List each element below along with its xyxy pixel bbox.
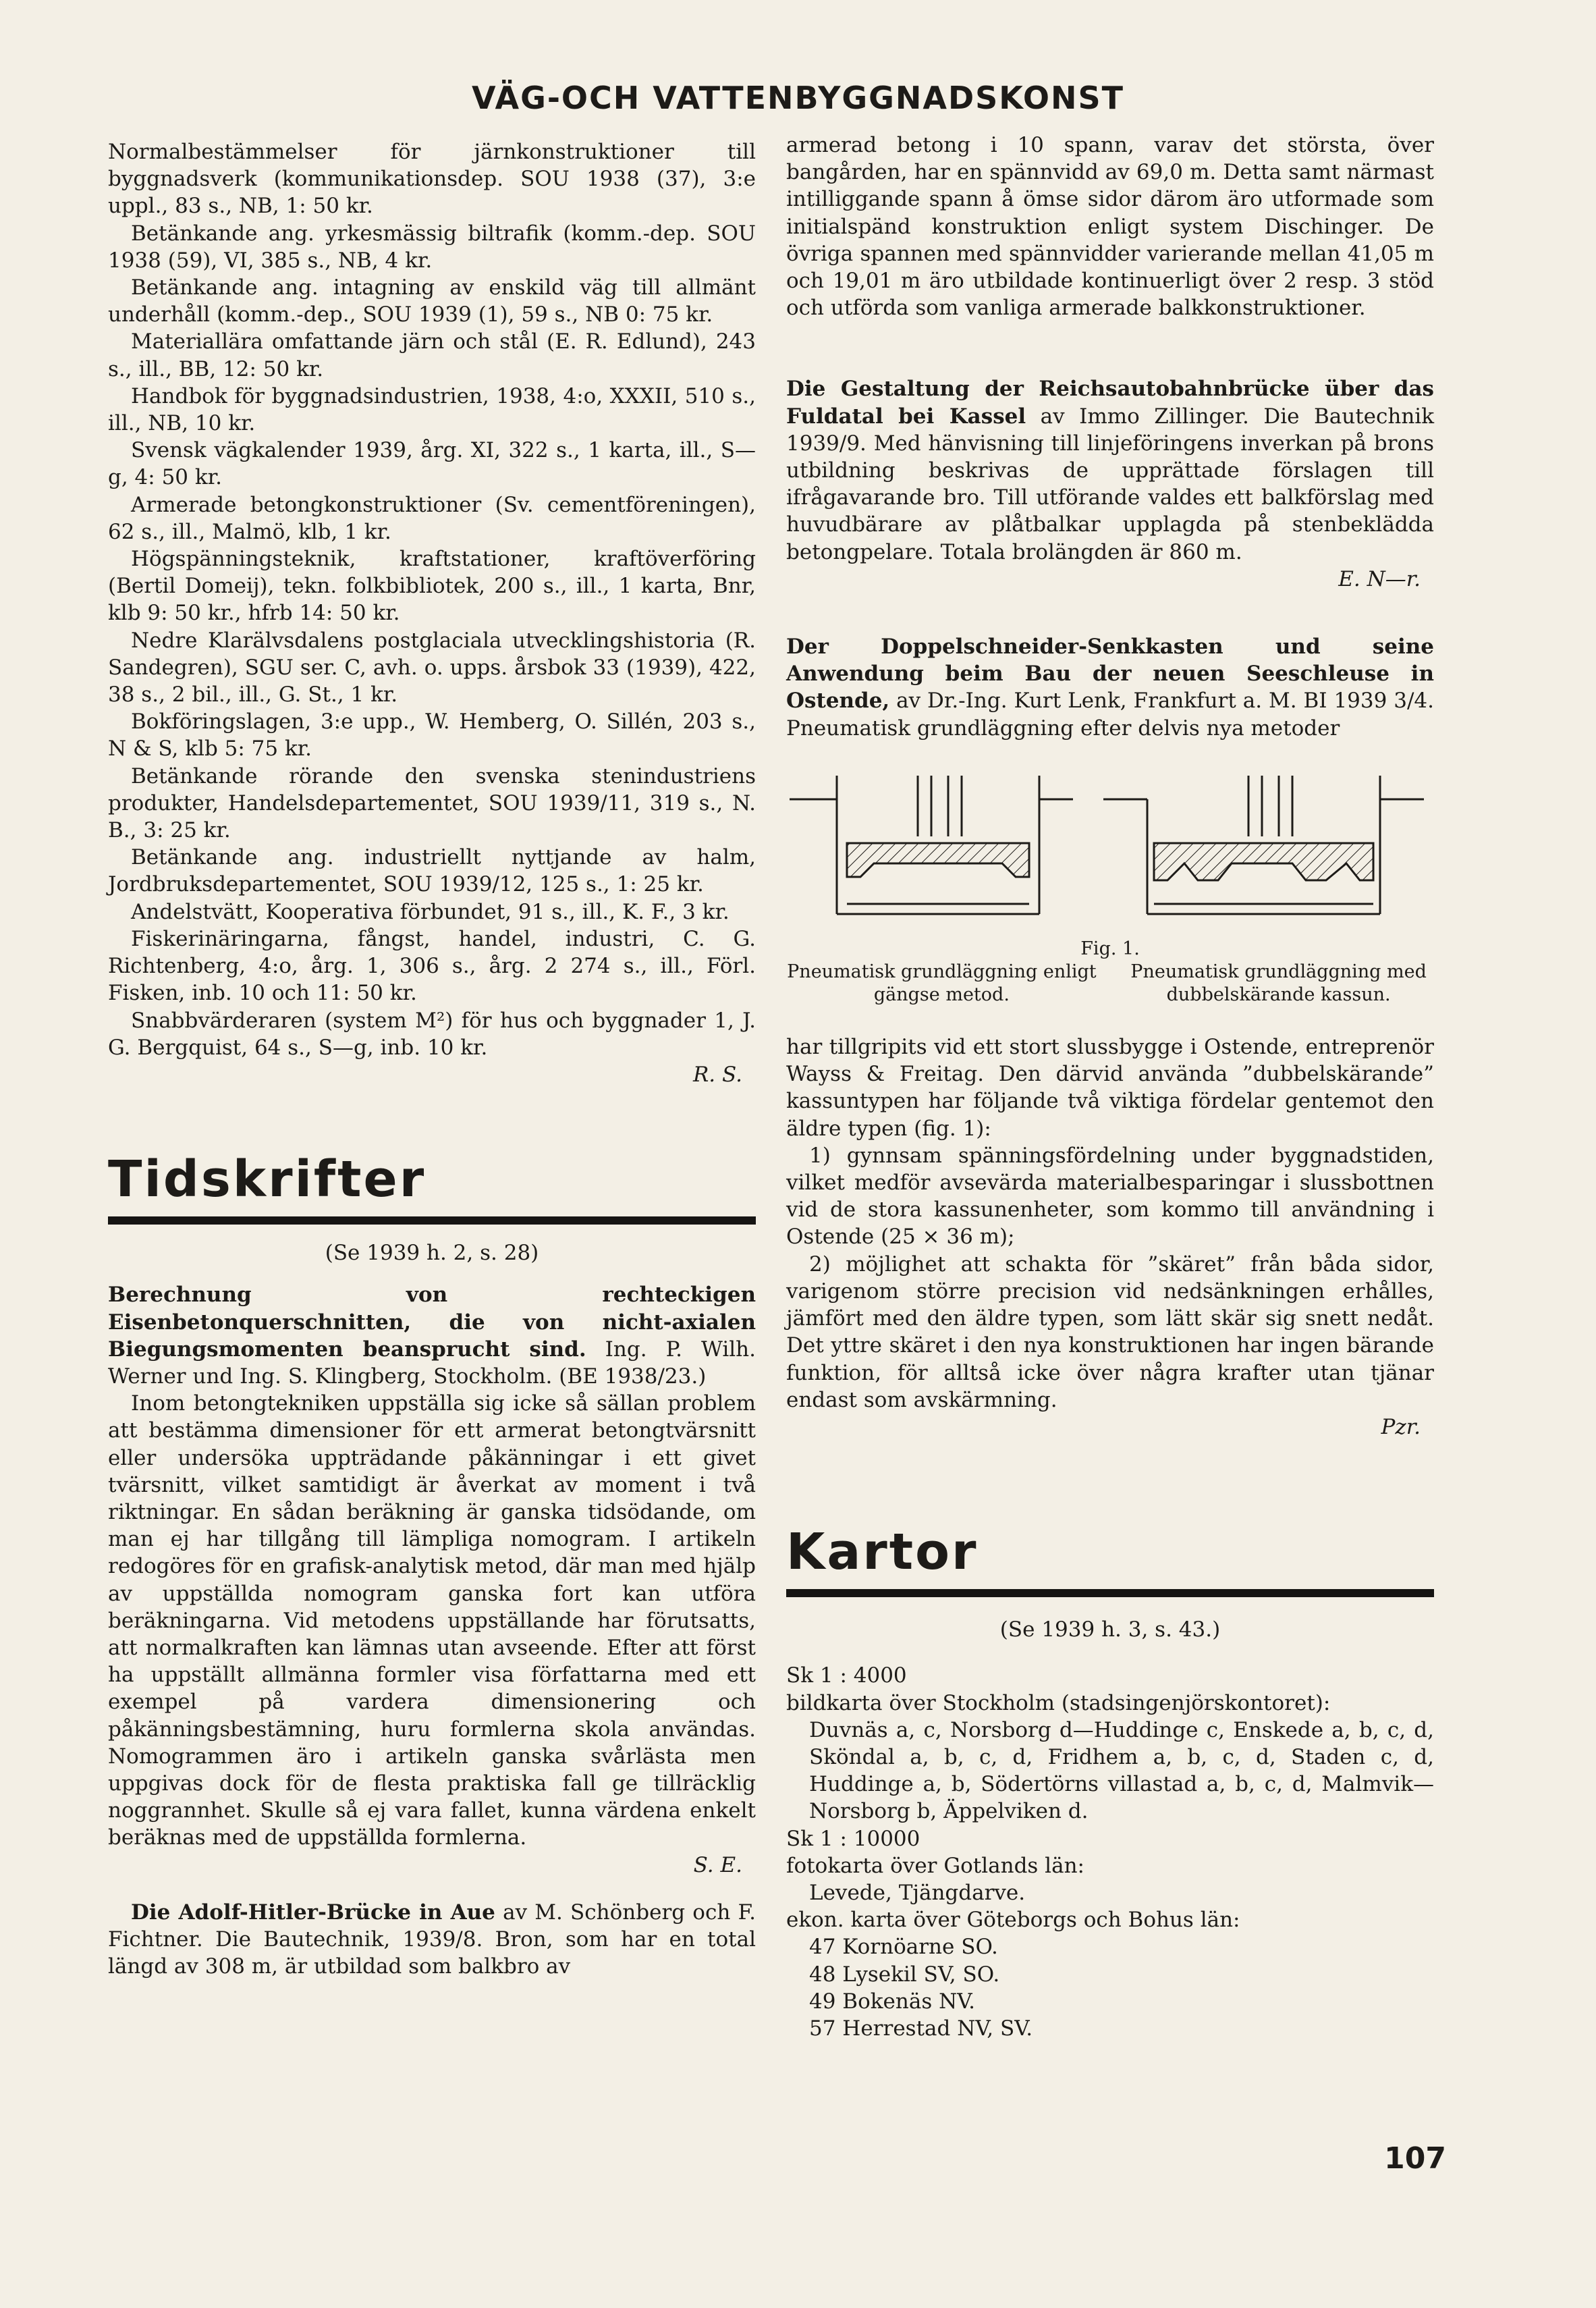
page-number: 107 [1384,2141,1446,2176]
article-title: Die Gestaltung der Reichsautobahnbrücke über das Fuldatal bei Kassel [786,377,1434,429]
article-body: 2) möjlighet att schakta för ”skäret” från båda sidor, varigenom större precision vid nedsänkningen erhålles, jämfört med den äldre typen, som lätt skär sig snett nedåt. Det yttre skäret i den nya konstruktionen har ingen bärande funktion, för alltså icke över några krafter utan tjänar endast som avskärmning. [786,1252,1434,1412]
figure-label: Fig. 1. [1080,938,1140,960]
figure-caption-right: Pneumatisk grundläggning med dubbelskärande kassun. [1130,961,1427,1006]
caisson-right [1103,776,1424,914]
list-item: Betänkande ang. intagning av enskild väg till allmänt underhåll (komm.-dep., SOU 1939 (1), 59 s., NB 0: 75 kr. [108,275,756,327]
section-heading-kartor: Kartor [786,1523,979,1582]
list-item: Sk 1 : 4000 [786,1663,907,1688]
right-column [786,132,1434,2042]
list-item: Nedre Klarälvsdalens postglaciala utvecklingshistoria (R. Sandegren), SGU ser. C, avh. o. upps. årsbok 33 (1939), 422, 38 s., 2 bil., ill., G. St., 1 kr. [108,628,756,707]
list-item: ekon. karta över Göteborgs och Bohus län: [786,1908,1240,1933]
list-item: Bokföringslagen, 3:e upp., W. Hemberg, O. Sillén, 203 s., N & S, klb 5: 75 kr. [108,709,756,761]
article-body: 1) gynnsam spänningsfördelning under byggnadstiden, vilket medför avsevärda materialbesparingar i slussbottnen vid de stora kassunenheter, som kommo till användning i Ostende (25 × 36 m); [786,1143,1434,1250]
article-authors: av M. Schönberg och F. Fichtner. Die Bautechnik, 1939/8. Bron, som har en total längd av 308 m, är utbildad som balkbro av [108,1900,756,1979]
list-item: Materiallära omfattande järn och stål (E. R. Edlund), 243 s., ill., BB, 12: 50 kr. [108,329,756,381]
signature: R. S. [692,1062,742,1087]
list-item: Betänkande ang. yrkesmässig biltrafik (komm.-dep. SOU 1938 (59), VI, 385 s., NB, 4 kr. [108,221,756,273]
section-rule [108,1216,756,1225]
list-item: Levede, Tjängdarve. [809,1880,1026,1905]
caisson-left [790,776,1073,914]
article-continuation: armerad betong i 10 spann, varav det största, över bangården, har en spännvidd av 69,0 m. Detta samt närmast intilliggande spann å ömse sidor därom äro utformade som initialspänd konstruktion enligt system Dischinger. De övriga spannen med spännvidder varierande mellan 41,05 m och 19,01 m äro utbildade kontinuerligt över 2 resp. 3 stöd och utförda som vanliga armerade balkkonstruktioner. [786,133,1434,321]
list-item: Högspänningsteknik, kraftstationer, kraftöverföring (Bertil Domeij), tekn. folkbibliotek, 200 s., ill., 1 karta, Bnr, klb 9: 50 kr., hfrb 14: 50 kr. [108,547,756,626]
list-item: 49 Bokenäs NV. [809,1989,976,2014]
list-item: Betänkande rörande den svenska stenindustriens produkter, Handelsdepartementet, SOU 1939/11, 319 s., N. B., 3: 25 kr. [108,763,756,843]
article-title: Die Adolf-Hitler-Brücke in Aue [131,1900,495,1925]
list-item: 47 Kornöarne SO. [809,1935,998,1960]
list-item: bildkarta över Stockholm (stadsingenjörskontoret): [786,1690,1331,1715]
list-item: Sk 1 : 10000 [786,1826,920,1851]
running-header: VÄG-OCH VATTENBYGGNADSKONST [471,80,1124,116]
section-reference: (Se 1939 h. 2, s. 28) [325,1241,539,1266]
article-entry [108,1281,756,1390]
article-entry [786,633,1434,742]
article-authors: av Dr.-Ing. Kurt Lenk, Frankfurt a. M. BI 1939 3/4. Pneumatisk grundläggning efter delvis nya metoder [786,689,1434,741]
publication-list [108,138,756,1088]
map-list [786,1662,1434,2042]
signature: E. N—r. [1338,566,1421,591]
list-item: Handbok för byggnadsindustrien, 1938, 4:o, XXXII, 510 s., ill., NB, 10 kr. [108,383,756,436]
list-item: Svensk vägkalender 1939, årg. XI, 322 s., 1 karta, ill., S—g, 4: 50 kr. [108,438,756,490]
article-title: Berechnung von rechteckigen Eisenbetonquerschnitten, die von nicht-axialen Biegungsmomenten beansprucht sind. [108,1283,756,1362]
list-item: Normalbestämmelser för järnkonstruktioner till byggnadsverk (kommunikationsdep. SOU 1938 (37), 3:e uppl., 83 s., NB, 1: 50 kr. [108,140,756,219]
list-item: fotokarta över Gotlands län: [786,1853,1084,1878]
list-item: Andelstvätt, Kooperativa förbundet, 91 s., ill., K. F., 3 kr. [131,899,730,924]
caisson-diagram-icon [786,769,1434,931]
list-item: Snabbvärderaren (system M²) för hus och byggnader 1, J. G. Bergquist, 64 s., S—g, inb. 10 kr. [108,1008,756,1060]
list-item: Betänkande ang. industriellt nyttjande av halm, Jordbruksdepartementet, SOU 1939/12, 125 s., 1: 25 kr. [108,845,756,897]
list-item: 57 Herrestad NV, SV. [809,2016,1033,2041]
article-authors: Ing. P. Wilh. Werner und Ing. S. Klingberg, Stockholm. (BE 1938/23.) [108,1337,756,1389]
article-entry [108,1899,756,1981]
article-authors: av Immo Zillinger. Die Bautechnik 1939/9. Med hänvisning till linjeföringens inverkan på brons utbildning beskrivas de upprättade förslagen till ifrågavarande bro. Till utförande valdes ett balkförslag med huvudbärare av plåtbalkar upplagda på stenbeklädda betongpelare. Totala brolängden är 860 m. [786,404,1434,564]
list-item: Fiskerinäringarna, fångst, handel, industri, C. G. Richtenberg, 4:o, årg. 1, 306 s., årg. 2 274 s., ill., Förl. Fisken, inb. 10 och 11: 50 kr. [108,926,756,1006]
signature: S. E. [693,1852,742,1877]
section-rule [786,1589,1434,1597]
list-item: Armerade betongkonstruktioner (Sv. cementföreningen), 62 s., ill., Malmö, klb, 1 kr. [108,492,756,544]
article-title: Der Doppelschneider-Senkkasten und seine Anwendung beim Bau der neuen Seeschleuse in Ostende, [786,635,1434,714]
signature: Pzr. [1381,1414,1421,1439]
list-item: 48 Lysekil SV, SO. [809,1962,1000,1987]
left-column [108,138,756,1980]
article-body: Inom betongtekniken uppställa sig icke så sällan problem att bestämma dimensioner för ett armerat betongtvärsnitt eller undersöka uppträdande påkänningar i ett givet tvärsnitt, vilket samtidigt är åverkat av moment i två riktningar. En sådan beräkning är ganska tidsödande, om man ej har tillgång till lämpliga nomogram. I artikeln redogöres för en grafisk-analytisk metod, där man med hjälp av uppställda nomogram ganska fort kan utföra beräkningarna. Vid metodens uppställande har förutsatts, att normalkraften kan lämnas utan avseende. Efter att först ha uppställt allmänna formler visa författarna med ett exempel på vardera dimensionering och påkänningsbestämning, huru formlerna skola användas. Nomogrammen äro i artikeln ganska svårlästa men uppgivas dock för de flesta praktiska fall ge tillräcklig noggrannhet. Skulle så ej vara fallet, kunna värdena enkelt beräknas med de uppställda formlerna. [108,1391,756,1850]
section-reference: (Se 1939 h. 3, s. 43.) [999,1617,1221,1642]
article-body: har tillgripits vid ett stort slussbygge i Ostende, entreprenör Wayss & Freitag. Den därvid använda ”dubbelskärande” kassuntypen har följande två viktiga fördelar gentemot den äldre typen (fig. 1): [786,1035,1434,1141]
article-entry [786,375,1434,565]
figure-caption-left: Pneumatisk grundläggning enligt gängse metod. [787,961,1097,1006]
list-item: Duvnäs a, c, Norsborg d—Huddinge c, Enskede a, b, c, d, Sköndal a, b, c, d, Fridhem a, b, c, d, Staden c, d, Huddinge a, b, Södertörns villastad a, b, c, d, Malmvik—Norsborg b, Äppelviken d. [809,1717,1434,1824]
section-heading-tidskrifter: Tidskrifter [108,1150,426,1209]
figure [786,769,1434,1007]
